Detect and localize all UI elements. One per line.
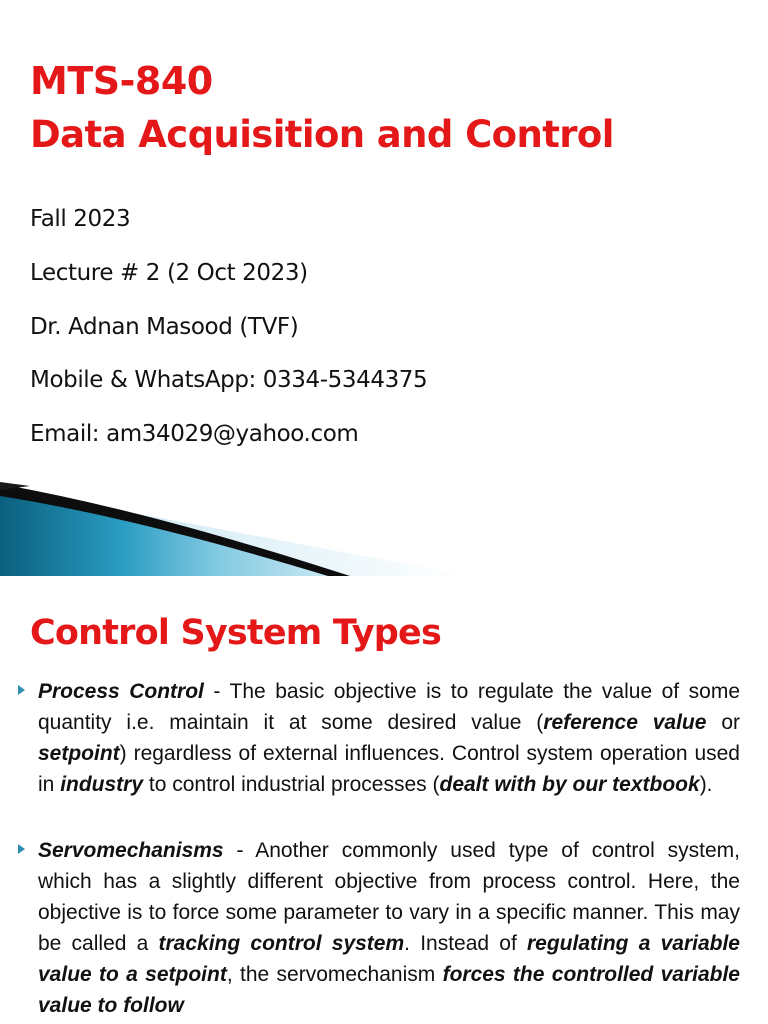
bullet-emphasis: tracking control system [158, 932, 405, 955]
course-title: Data Acquisition and Control [30, 113, 614, 156]
content-slide [0, 590, 768, 1024]
course-code: MTS-840 [30, 59, 213, 103]
lecture-text: Lecture # 2 (2 Oct 2023) [30, 260, 308, 286]
bullet-body: ) regardless of external influences. Control system operation used in [38, 742, 740, 796]
instructor-text: Dr. Adnan Masood (TVF) [30, 314, 299, 340]
bullet-emphasis: regulating a variable value to a setpoint [38, 932, 740, 986]
bullet-emphasis: setpoint [38, 742, 120, 765]
bullet-emphasis: reference value [543, 711, 707, 734]
phone-text: Mobile & WhatsApp: 0334-5344375 [30, 367, 428, 393]
bullet-text [38, 676, 740, 800]
decorative-swoosh [0, 482, 470, 576]
slide-title: Control System Types [30, 613, 442, 653]
email-text: Email: am34029@yahoo.com [30, 421, 359, 447]
bullet-body: or [706, 711, 740, 734]
bullet-body: - Another commonly used type of control system, which has a slightly different objective from process control. Here, the objective is to force some parameter to vary in a specific manner. This may be called a [38, 839, 740, 955]
bullet-body: . Instead of [404, 932, 527, 955]
bullet-body: , the servomechanism [226, 963, 443, 986]
bullet-body: ). [699, 773, 713, 796]
semester-text: Fall 2023 [30, 206, 131, 232]
bullet-arrow-icon [18, 844, 25, 854]
bullet-arrow-icon [18, 685, 25, 695]
bullet-body: to control industrial processes ( [143, 773, 440, 796]
bullet-emphasis: forces the controlled variable value to follow [38, 963, 740, 1017]
bullet-emphasis: industry [60, 773, 144, 796]
bullet-emphasis: dealt with by our textbook [439, 773, 700, 796]
bullet-term: Process Control [38, 680, 204, 703]
bullet-body: - The basic objective is to regulate the value of some quantity i.e. maintain it at some desired value ( [38, 680, 740, 734]
bullet-term: Servomechanisms [38, 839, 224, 862]
bullet-text [38, 835, 740, 1021]
